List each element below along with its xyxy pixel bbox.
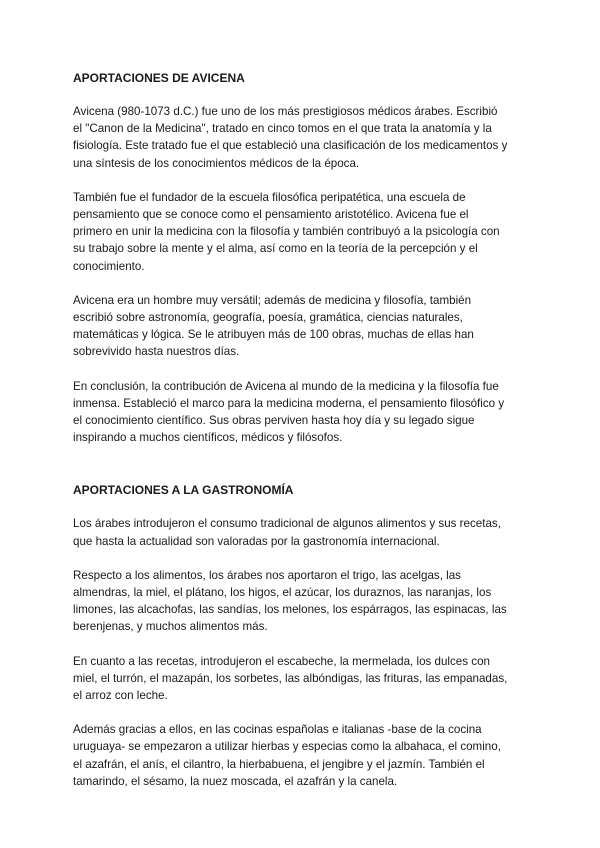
paragraph-avicena-4: En conclusión, la contribución de Avicena al mundo de la medicina y la filosofía fue inmensa. Estableció el marco para la medicina moderna, el pensamiento filosófico y el conocimiento científico. Sus obras perviven hasta hoy día y su legado sigue inspirando a muchos científicos, médicos y filósofos. xyxy=(73,379,505,445)
paragraph-gastronomia-2: Respecto a los alimentos, los árabes nos aportaron el trigo, las acelgas, las almendras, la miel, el plátano, los higos, el azúcar, los duraznos, las naranjas, los limones, las alcachofas, las sandías, los melones, los espárragos, las espinacas, las berenjenas, y muchos alimentos más. xyxy=(73,568,507,634)
paragraph-avicena-3: Avicena era un hombre muy versátil; además de medicina y filosofía, también escribió sobre astronomía, geografía, poesía, gramática, ciencias naturales, matemáticas y lógica. Se le atribuyen más de 100 obras, muchas de ellas han sobrevivido hasta nuestros días. xyxy=(73,293,474,359)
section-heading-gastronomia: APORTACIONES A LA GASTRONOMÍA xyxy=(73,483,294,498)
paragraph-gastronomia-1: Los árabes introdujeron el consumo tradicional de algunos alimentos y sus recetas, que hasta la actualidad son valoradas por la gastronomía internacional. xyxy=(73,517,501,548)
paragraph-avicena-2: También fue el fundador de la escuela filosófica peripatética, una escuela de pensamiento que se conoce como el pensamiento aristotélico. Avicena fue el primero en unir la medicina con la filosofía y también contribuyó a la psicología con su trabajo sobre la mente y el alma, así como en la teoría de la percepción y el conocimiento. xyxy=(73,190,500,273)
paragraph-avicena-1: Avicena (980-1073 d.C.) fue uno de los más prestigiosos médicos árabes. Escribió el "Canon de la Medicina", tratado en cinco tomos en el que trata la anatomía y la fisiología. Este tratado fue el que estableció una clasificación de los medicamentos y una síntesis de los conocimientos médicos de la época. xyxy=(73,105,508,170)
document-page xyxy=(73,70,535,807)
section-heading-avicena: APORTACIONES DE AVICENA xyxy=(73,71,245,85)
paragraph-gastronomia-3: En cuanto a las recetas, introdujeron el escabeche, la mermelada, los dulces con miel, el turrón, el mazapán, los sorbetes, las albóndigas, las frituras, las empanadas, el arroz con leche. xyxy=(73,654,508,703)
paragraph-gastronomia-4: Además gracias a ellos, en las cocinas españolas e italianas -base de la cocina uruguaya- se empezaron a utilizar hierbas y especias como la albahaca, el comino, el azafrán, el anís, el cilantro, la hierbabuena, el jengibre y el jazmín. También el tamarindo, el sésamo, la nuez moscada, el azafrán y la canela. xyxy=(73,723,501,788)
